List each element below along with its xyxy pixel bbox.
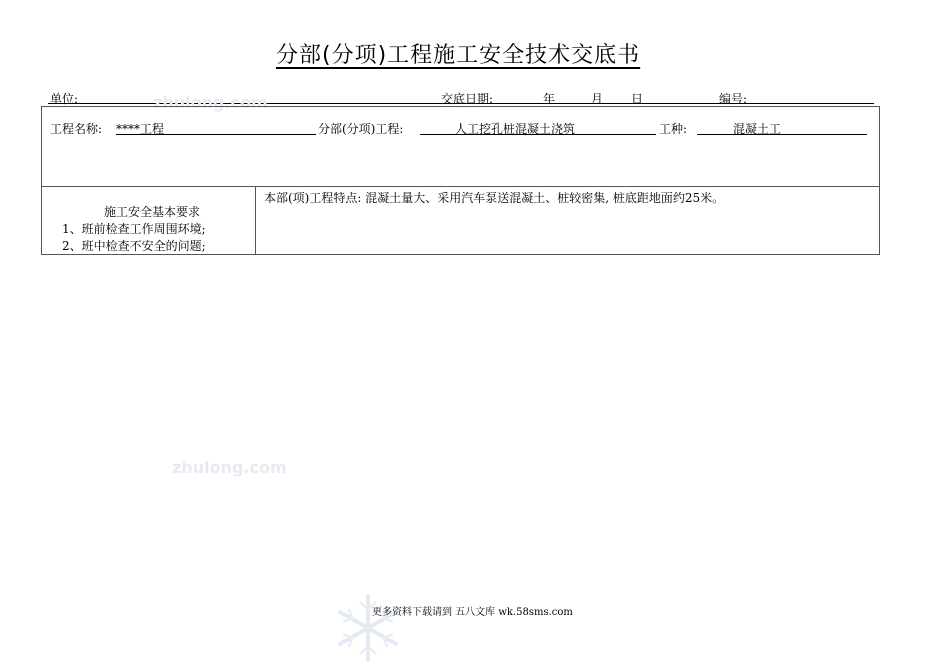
project-name-underline — [116, 134, 316, 135]
snowflake-logo-icon — [330, 590, 406, 666]
trade-underline — [697, 134, 867, 135]
day-label: 日 — [631, 92, 644, 106]
date-label: 交底日期: — [441, 92, 494, 106]
project-name-label: 工程名称: — [50, 122, 103, 136]
requirements-heading: 施工安全基本要求 — [104, 205, 201, 219]
watermark-middle: zhulong.com — [172, 458, 287, 477]
trade-label: 工种: — [659, 122, 688, 136]
subproject-label: 分部(分项)工程: — [318, 122, 404, 136]
unit-label: 单位: — [50, 92, 79, 106]
subproject-value: 人工挖孔桩混凝土浇筑 — [455, 122, 576, 136]
requirement-item: 2、班中检查不安全的问题; — [62, 239, 206, 253]
number-label: 编号: — [719, 92, 748, 106]
table-row-divider — [42, 186, 879, 187]
document-title: 分部(分项)工程施工安全技术交底书 — [276, 43, 641, 68]
project-name-value: ****工程 — [116, 122, 165, 136]
requirement-item: 1、班前检查工作周围环境; — [62, 222, 206, 236]
month-label: 月 — [591, 92, 604, 106]
subproject-underline — [420, 134, 656, 135]
table-column-divider — [255, 186, 256, 255]
footer-text: 更多资料下载请到 五八文库 wk.58sms.com — [372, 607, 573, 618]
watermark-top: zhulong.com — [153, 93, 268, 112]
trade-value: 混凝土工 — [733, 122, 782, 136]
project-features-text: 本部(项)工程特点: 混凝土量大、采用汽车泵送混凝土、桩较密集, 桩底距地面约25米。 — [264, 191, 725, 205]
year-label: 年 — [543, 92, 556, 106]
